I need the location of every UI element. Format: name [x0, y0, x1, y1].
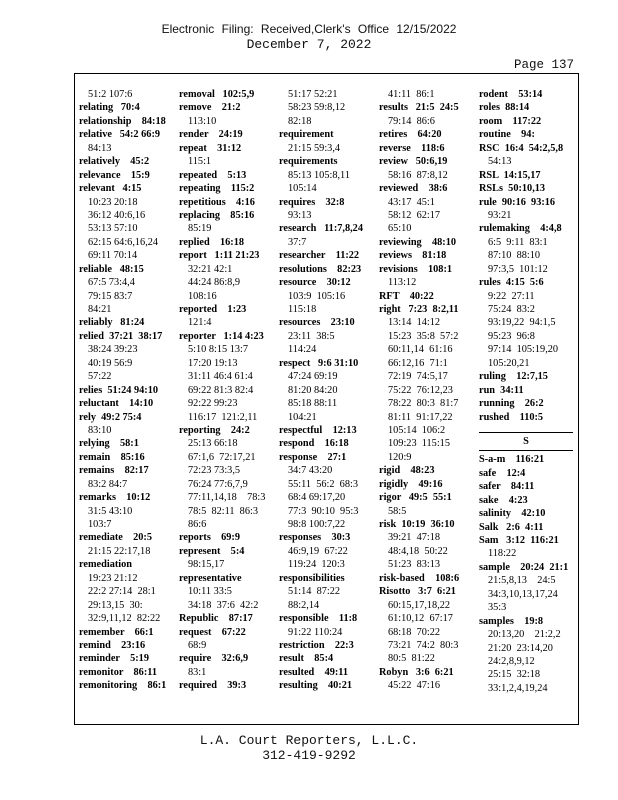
index-term: relying 58:1: [79, 438, 139, 450]
index-page-refs: 83:10: [88, 424, 112, 436]
index-page-refs: 81:20 84:20: [288, 384, 338, 396]
index-term: reported 1:23: [179, 304, 247, 315]
index-page-refs: 38:24 39:23: [88, 344, 138, 356]
index-term: retires 64:20: [379, 129, 442, 141]
index-page-refs: 55:11 56:2 68:3: [288, 478, 358, 490]
index-term: restriction 22:3: [279, 639, 354, 651]
index-page-refs: 93:19,22 94:1,5: [488, 317, 556, 329]
index-page-refs: 69:11 70:14: [88, 250, 138, 262]
index-term: reliably 81:24: [79, 317, 145, 329]
index-page-refs: 75:24 83:2: [488, 304, 535, 315]
index-page-refs: 116:17 121:2,11: [188, 411, 258, 423]
index-page-refs: 21:15 22:17,18: [88, 545, 151, 557]
index-page-refs: 72:19 74:5,17: [388, 371, 448, 383]
index-page-refs: 109:23 115:15: [388, 438, 450, 450]
transcript-date: December 7, 2022: [246, 37, 372, 52]
index-page-refs: 78:22 80:3 81:7: [388, 398, 459, 410]
index-term: remains 82:17: [79, 465, 149, 477]
index-term: running 26:2: [479, 398, 544, 410]
index-term: result 85:4: [279, 653, 334, 665]
section-letter-heading: S: [523, 435, 529, 447]
index-term: requirements: [279, 156, 338, 168]
index-term: requires 32:8: [279, 196, 345, 208]
index-page-refs: 46:9,19 67:22: [288, 545, 348, 557]
index-column-4: [379, 88, 473, 693]
index-column-3: [279, 88, 373, 693]
index-term: reverse 118:6: [379, 142, 445, 154]
index-page-refs: 68:4 69:17,20: [288, 492, 346, 504]
index-page-refs: 51:17 52:21: [288, 89, 338, 100]
index-page-refs: 105:20,21: [488, 357, 530, 369]
index-page-refs: 13:14 14:12: [388, 317, 441, 329]
index-page-refs: 83:1: [188, 666, 207, 678]
reporter-phone: 312-419-9292: [262, 748, 356, 763]
index-term: remediate 20:5: [79, 532, 153, 544]
index-term: risk 10:19 36:10: [379, 519, 455, 530]
index-term: remove 21:2: [179, 102, 241, 114]
index-column-1: [79, 88, 173, 693]
index-term: Salk 2:6 4:11: [479, 521, 544, 533]
index-term: relative 54:2 66:9: [79, 129, 161, 141]
index-term: replied 16:18: [179, 236, 245, 248]
index-page-refs: 86:6: [188, 519, 207, 530]
index-page-refs: 41:11 86:1: [388, 89, 435, 100]
index-term: research 11:7,8,24: [279, 223, 363, 235]
index-term: responsibilities: [279, 572, 345, 584]
index-page-refs: 81:11 91:17,22: [388, 411, 453, 423]
index-term: respect 9:6 31:10: [279, 357, 359, 369]
index-page-refs: 10:11 33:5: [188, 586, 232, 598]
section-s-slot: [479, 432, 573, 695]
index-page-refs: 20:13,20 21:2,2: [488, 629, 561, 641]
index-term: repetitious 4:16: [179, 196, 255, 208]
index-page-refs: 62:15 64:6,16,24: [88, 236, 159, 248]
index-page-refs: 19:23 21:12: [88, 572, 138, 584]
index-term: request 67:22: [179, 626, 246, 638]
index-term: Sam 3:12 116:21: [479, 535, 559, 546]
index-page-refs: 82:18: [288, 115, 312, 127]
index-page-refs: 22:2 27:14 28:1: [88, 586, 156, 598]
index-page-refs: 25:13 66:18: [188, 438, 238, 450]
index-page-refs: 78:5 82:11 86:3: [188, 505, 258, 517]
filing-stamp: Electronic Filing: Received,Clerk's Office 12/15/2022: [161, 22, 457, 36]
index-term: repeated 5:13: [179, 169, 247, 181]
index-page-refs: 69:22 81:3 82:4: [188, 384, 254, 396]
index-page-refs: 31:11 46:4 61:4: [188, 371, 253, 383]
index-page-refs: 115:1: [188, 156, 212, 168]
index-term: rules 4:15 5:6: [479, 277, 544, 289]
index-term: remember 66:1: [79, 626, 154, 638]
index-page-refs: 77:11,14,18 78:3: [188, 492, 266, 504]
index-term: replacing 85:16: [179, 209, 255, 221]
index-term: RSC 16:4 54:2,5,8: [479, 142, 564, 154]
index-term: rule 90:16 93:16: [479, 196, 556, 208]
index-page-refs: 79:14 86:6: [388, 115, 435, 127]
index-page-refs: 97:14 105:19,20: [488, 344, 559, 356]
index-term: removal 102:5,9: [179, 89, 255, 100]
index-page-refs: 97:3,5 101:12: [488, 263, 548, 275]
index-page-refs: 29:13,15 30:: [88, 599, 143, 611]
index-page-refs: 67:1,6 72:17,21: [188, 451, 256, 463]
index-page-refs: 91:22 110:24: [288, 626, 343, 638]
index-page-refs: 5:10 8:15 13:7: [188, 344, 249, 356]
index-term: repeating 115:2: [179, 183, 255, 195]
index-term: resulting 40:21: [279, 680, 353, 692]
index-page-refs: 65:10: [388, 223, 412, 235]
index-column-5: [479, 88, 573, 695]
index-page-refs: 93:13: [288, 209, 312, 221]
index-page-refs: 58:23 59:8,12: [288, 102, 346, 114]
index-page-refs: 72:23 73:3,5: [188, 465, 241, 477]
index-term: representative: [179, 572, 242, 584]
index-page-refs: 88:2,14: [288, 599, 320, 611]
index-page-refs: 37:7: [288, 236, 307, 248]
index-page-refs: 80:5 81:22: [388, 653, 435, 665]
index-page-refs: 85:19: [188, 223, 212, 235]
index-term: represent 5:4: [179, 545, 245, 557]
section-divider: [479, 432, 573, 433]
index-term: response 27:1: [279, 451, 347, 463]
index-term: reviewing 48:10: [379, 236, 457, 248]
index-page-refs: 48:4,18 50:22: [388, 545, 448, 557]
index-term: rulemaking 4:4,8: [479, 223, 562, 235]
index-page-refs: 58:5: [388, 505, 407, 517]
index-term: render 24:19: [179, 129, 243, 141]
index-term: resolutions 82:23: [279, 263, 362, 275]
index-term: remind 23:16: [79, 639, 146, 651]
index-term: rodent 53:14: [479, 89, 543, 100]
index-page-refs: 105:14: [288, 183, 317, 195]
index-column-2: [179, 88, 273, 693]
index-page-refs: 31:5 43:10: [88, 505, 133, 517]
index-page-refs: 113:12: [388, 277, 417, 289]
index-page-refs: 21:5,8,13 24:5: [488, 575, 556, 587]
index-term: resources 23:10: [279, 317, 355, 329]
index-page-refs: 45:22 47:16: [388, 680, 441, 692]
index-term: relationship 84:18: [79, 115, 166, 127]
page-number: Page 137: [513, 58, 574, 72]
index-page-refs: 53:13 57:10: [88, 223, 138, 235]
index-page-refs: 58:16 87:8,12: [388, 169, 448, 181]
index-term: responses 30:3: [279, 532, 351, 544]
index-page-refs: 17:20 19:13: [188, 357, 238, 369]
index-page-refs: 95:23 96:8: [488, 330, 535, 342]
index-page-refs: 15:23 35:8 57:2: [388, 330, 459, 342]
index-page-refs: 68:9: [188, 639, 207, 651]
index-page-refs: 54:13: [488, 156, 512, 168]
index-page-refs: 6:5 9:11 83:1: [488, 236, 548, 248]
index-page-refs: 51:23 83:13: [388, 559, 441, 571]
index-term: relating 70:4: [79, 102, 140, 114]
index-page-refs: 9:22 27:11: [488, 290, 535, 302]
index-page-refs: 68:18 70:22: [388, 626, 441, 638]
index-term: remonitoring 86:1: [79, 680, 167, 692]
index-page-refs: 44:24 86:8,9: [188, 277, 241, 289]
reporter-company: L.A. Court Reporters, L.L.C.: [199, 733, 419, 748]
index-term: rely 49:2 75:4: [79, 411, 142, 423]
index-term: roles 88:14: [479, 102, 530, 114]
index-page-refs: 60:15,17,18,22: [388, 599, 451, 611]
index-frame: [74, 73, 579, 725]
index-page-refs: 66:12,16 71:1: [388, 357, 448, 369]
index-term: safer 84:11: [479, 481, 535, 493]
index-page-refs: 10:23 20:18: [88, 196, 138, 208]
index-page-refs: 104:21: [288, 411, 317, 423]
index-page-refs: 21:20 23:14,20: [488, 642, 553, 654]
index-term: ruling 12:7,15: [479, 371, 548, 383]
index-term: Robyn 3:6 6:21: [379, 666, 454, 678]
index-page-refs: 51:14 87:22: [288, 586, 341, 598]
index-term: relevance 15:9: [79, 169, 150, 181]
index-term: sake 4:23: [479, 494, 528, 506]
index-page-refs: 40:19 56:9: [88, 357, 133, 369]
index-page-refs: 105:14 106:2: [388, 424, 446, 436]
index-page-refs: 84:13: [88, 142, 112, 154]
index-term: respond 16:18: [279, 438, 349, 450]
index-term: Republic 87:17: [179, 613, 253, 625]
index-term: remain 85:16: [79, 451, 145, 463]
index-term: require 32:6,9: [179, 653, 249, 665]
index-term: reporting 24:2: [179, 424, 250, 436]
index-term: results 21:5 24:5: [379, 102, 459, 114]
index-page-refs: 103:9 105:16: [288, 290, 346, 302]
index-term: RSL 14:15,17: [479, 169, 541, 181]
index-term: remarks 10:12: [79, 492, 151, 504]
index-page-refs: 120:9: [388, 451, 412, 463]
index-term: room 117:22: [479, 115, 542, 127]
index-page-refs: 93:21: [488, 209, 512, 221]
index-page-refs: 34:3,10,13,17,24: [488, 588, 558, 600]
index-page-refs: 87:10 88:10: [488, 250, 541, 262]
index-term: rigor 49:5 55:1: [379, 492, 452, 504]
index-page-refs: 43:17 45:1: [388, 196, 435, 208]
index-term: reluctant 14:10: [79, 398, 154, 410]
index-page-refs: 118:22: [488, 548, 517, 560]
index-page-refs: 23:11 38:5: [288, 330, 335, 342]
index-page-refs: 34:7 43:20: [288, 465, 333, 477]
index-term: rigid 48:23: [379, 465, 435, 477]
index-page-refs: 34:18 37:6 42:2: [188, 599, 259, 611]
index-page-refs: 35:3: [488, 602, 507, 614]
index-term: remonitor 86:11: [79, 666, 157, 678]
index-term: sample 20:24 21:1: [479, 561, 569, 573]
index-term: relied 37:21 38:17: [79, 330, 163, 342]
index-page-refs: 57:22: [88, 371, 112, 383]
section-divider: [479, 450, 573, 451]
index-page-refs: 85:18 88:11: [288, 398, 338, 410]
index-page-refs: 67:5 73:4,4: [88, 277, 135, 289]
index-term: right 7:23 8:2,11: [379, 304, 459, 315]
index-page-refs: 36:12 40:6,16: [88, 209, 146, 221]
index-page-refs: 47:24 69:19: [288, 371, 338, 383]
index-page-refs: 77:3 90:10 95:3: [288, 505, 359, 517]
index-term: routine 94:: [479, 129, 535, 141]
index-page-refs: 32:21 42:1: [188, 263, 233, 275]
index-page-refs: 92:22 99:23: [188, 398, 238, 410]
index-page-refs: 75:22 76:12,23: [388, 384, 453, 396]
index-term: resource 30:12: [279, 277, 351, 289]
index-term: S-a-m 116:21: [479, 454, 545, 466]
index-page-refs: 21:15 59:3,4: [288, 142, 341, 154]
index-term: reports 69:9: [179, 532, 241, 544]
index-page-refs: 85:13 105:8,11: [288, 169, 350, 181]
index-term: rushed 110:5: [479, 411, 544, 423]
index-page-refs: 84:21: [88, 304, 112, 315]
index-term: remediation: [79, 559, 133, 571]
index-term: relatively 45:2: [79, 156, 150, 168]
index-page-refs: 121:4: [188, 317, 212, 329]
index-term: responsible 11:8: [279, 613, 358, 625]
index-term: review 50:6,19: [379, 156, 448, 168]
index-page-refs: 24:2,8,9,12: [488, 655, 535, 667]
index-page-refs: 115:18: [288, 304, 317, 315]
index-page-refs: 79:15 83:7: [88, 290, 133, 302]
index-term: reviews 81:18: [379, 250, 447, 262]
index-page-refs: 51:2 107:6: [88, 89, 133, 100]
index-page-refs: 98:15,17: [188, 559, 225, 571]
index-page-refs: 119:24 120:3: [288, 559, 345, 571]
index-term: repeat 31:12: [179, 142, 242, 154]
index-page-refs: 103:7: [88, 519, 112, 530]
index-page-refs: 60:11,14 61:16: [388, 344, 453, 356]
index-term: rigidly 49:16: [379, 478, 443, 490]
index-page-refs: 39:21 47:18: [388, 532, 441, 544]
index-page-refs: 33:1,2,4,19,24: [488, 682, 548, 694]
index-term: risk-based 108:6: [379, 572, 460, 584]
index-term: respectful 12:13: [279, 424, 357, 436]
index-term: salinity 42:10: [479, 508, 546, 520]
index-term: relevant 4:15: [79, 183, 142, 195]
index-term: run 34:11: [479, 384, 524, 396]
index-term: reliable 48:15: [79, 263, 144, 275]
index-page-refs: 98:8 100:7,22: [288, 519, 346, 530]
index-term: samples 19:8: [479, 615, 544, 627]
index-term: relies 51:24 94:10: [79, 384, 159, 396]
index-term: RSLs 50:10,13: [479, 183, 546, 195]
index-term: requirement: [279, 129, 334, 141]
index-page-refs: 76:24 77:6,7,9: [188, 478, 248, 490]
index-page-refs: 61:10,12 67:17: [388, 613, 453, 625]
index-term: RFT 40:22: [379, 290, 434, 302]
index-term: reminder 5:19: [79, 653, 149, 665]
index-page-refs: 73:21 74:2 80:3: [388, 639, 459, 651]
index-term: report 1:11 21:23: [179, 250, 260, 262]
index-term: Risotto 3:7 6:21: [379, 586, 456, 598]
index-page-refs: 25:15 32:18: [488, 669, 541, 681]
index-term: revisions 108:1: [379, 263, 453, 275]
index-page-refs: 114:24: [288, 344, 317, 356]
index-term: safe 12:4: [479, 467, 526, 479]
index-page-refs: 83:2 84:7: [88, 478, 128, 490]
index-page-refs: 108:16: [188, 290, 217, 302]
index-term: resulted 49:11: [279, 666, 349, 678]
index-term: required 39:3: [179, 680, 247, 692]
index-term: reviewed 38:6: [379, 183, 448, 195]
index-term: researcher 11:22: [279, 250, 360, 262]
index-page-refs: 58:12 62:17: [388, 209, 441, 221]
index-page-refs: 32:9,11,12 82:22: [88, 613, 161, 625]
index-page-refs: 113:10: [188, 115, 217, 127]
index-term: reporter 1:14 4:23: [179, 330, 264, 342]
